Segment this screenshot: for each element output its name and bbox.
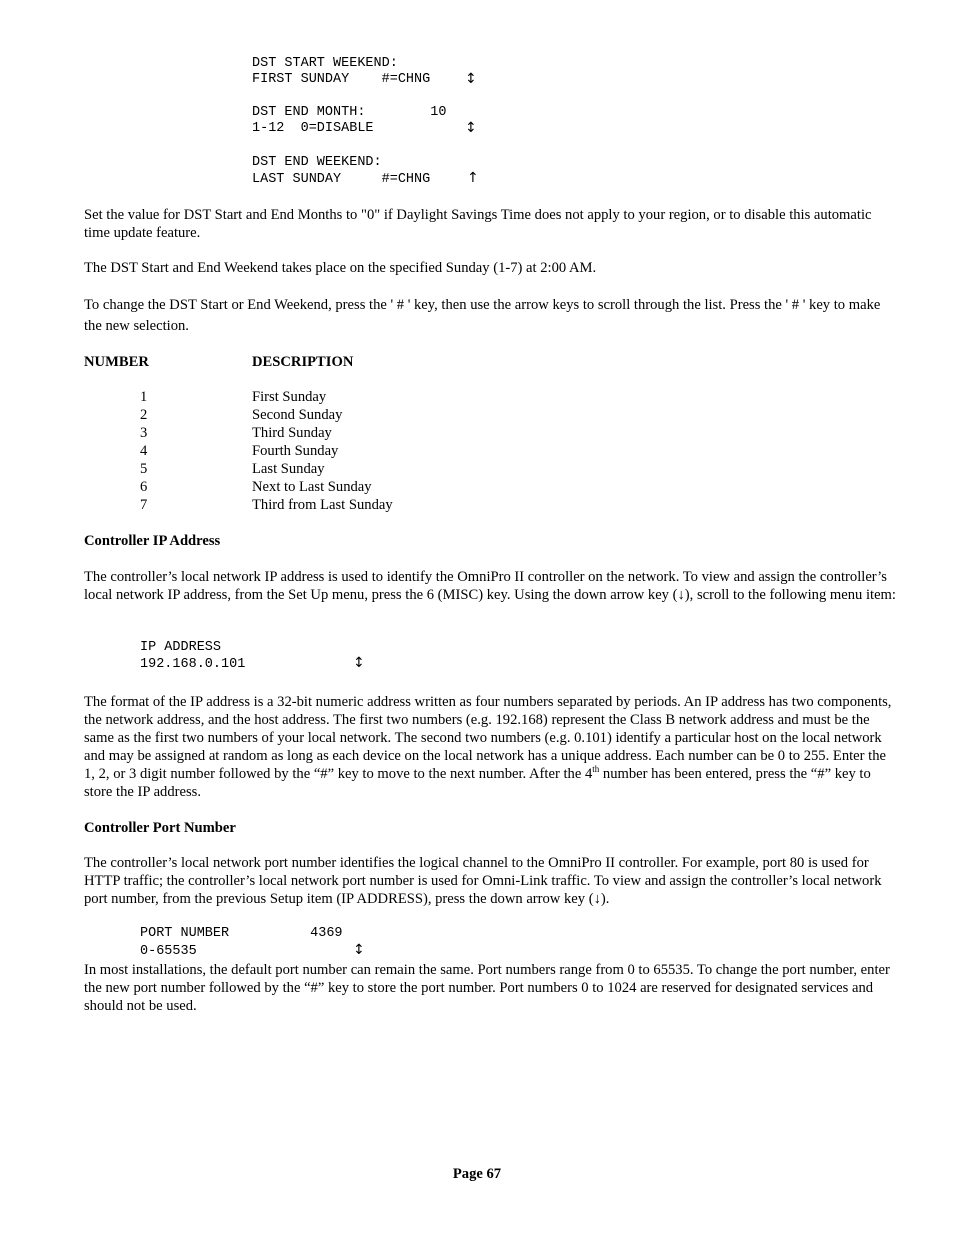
paragraph-port-intro: The controller’s local network port number identifies the logical channel to the OmniPro II controller. For example, port 80 is used for HTTP traffic; the controller’s local network port number is used for Omni-Link traffic. To view and assign the controller’s local network port number, from the previous Setup item (IP ADDRESS), press the down arrow key (↓). — [84, 855, 882, 907]
row-number: 4 — [140, 443, 148, 459]
page-number: Page 67 — [452, 1166, 502, 1182]
lcd-dst-start-line1: DST START WEEKEND: — [252, 56, 398, 71]
lcd-dst-end-month-line1: DST END MONTH: 10 — [252, 105, 447, 120]
row-number: 7 — [140, 497, 148, 513]
paragraph-ip-intro: The controller’s local network IP address is used to identify the OmniPro II controller on the network. To view and assign the controller’s local network IP address, from the Set Up menu, press the 6 (MISC) key. Using the down arrow key (↓), scroll to the following menu item: — [84, 569, 896, 603]
lcd-ip-line1: IP ADDRESS — [140, 640, 222, 655]
paragraph-port-range: In most installations, the default port number can remain the same. Port numbers range from 0 to 65535. To change the port number, enter the new port number followed by the “#” key to store the port number. Port numbers 0 to 1024 are reserved for designated services and should not be used. — [84, 962, 890, 1014]
lcd-ip-line2: 192.168.0.101 — [140, 657, 246, 672]
row-number: 2 — [140, 407, 148, 423]
table-header-description: DESCRIPTION — [252, 354, 354, 370]
lcd-dst-end-weekend-line1: DST END WEEKEND: — [252, 155, 382, 170]
row-description: Second Sunday — [252, 407, 343, 423]
table-header-number: NUMBER — [84, 354, 149, 370]
paragraph-dst-change: To change the DST Start or End Weekend, press the ' # ' key, then use the arrow keys to scroll through the list. Press the ' # ' key to make the new selection. — [84, 297, 881, 334]
up-arrow-icon: ↑ — [467, 170, 479, 186]
row-description: Fourth Sunday — [252, 443, 339, 459]
row-description: Third Sunday — [252, 425, 332, 441]
ip-format-superscript: th — [592, 764, 600, 775]
row-number: 6 — [140, 479, 148, 495]
ip-format-text-end: number has been entered, press the “#” key to store the IP address. — [84, 766, 871, 800]
row-number: 5 — [140, 461, 148, 477]
up-down-arrow-icon: ↕ — [353, 655, 365, 671]
paragraph-dst-weekend: The DST Start and End Weekend takes place on the specified Sunday (1-7) at 2:00 AM. — [84, 260, 597, 276]
lcd-dst-start-line2: FIRST SUNDAY #=CHNG — [252, 72, 431, 87]
heading-ip-address: Controller IP Address — [84, 533, 221, 549]
row-description: Third from Last Sunday — [252, 497, 393, 513]
up-down-arrow-icon: ↕ — [465, 71, 477, 87]
up-down-arrow-icon: ↕ — [353, 942, 365, 958]
row-number: 3 — [140, 425, 148, 441]
row-description: First Sunday — [252, 389, 327, 405]
heading-port-number: Controller Port Number — [84, 820, 236, 836]
row-number: 1 — [140, 389, 148, 405]
paragraph-dst-months: Set the value for DST Start and End Months to "0" if Daylight Savings Time does not apply to your region, or to disable this automatic time update feature. — [84, 207, 872, 241]
row-description: Last Sunday — [252, 461, 325, 477]
lcd-dst-end-month-line2: 1-12 0=DISABLE — [252, 121, 374, 136]
lcd-port-line1: PORT NUMBER 4369 — [140, 926, 343, 941]
paragraph-ip-format — [84, 693, 899, 801]
lcd-dst-end-weekend-line2: LAST SUNDAY #=CHNG — [252, 172, 431, 187]
row-description: Next to Last Sunday — [252, 479, 372, 495]
up-down-arrow-icon: ↕ — [465, 120, 477, 136]
lcd-port-line2: 0-65535 — [140, 944, 197, 959]
ip-format-text: The format of the IP address is a 32-bit numeric address written as four numbers separated by periods. An IP address has two components, the network address, and the host address. The first two numbers (e.g. 192.168) represent the Class B network address and must be the same as the first two numbers of your local network. The second two numbers (e.g. 0.101) identify a particular host on the local network and may be assigned at random as long as each device on the local network has a unique address. Each number can be 0 to 255. Enter the 1, 2, or 3 digit number followed by the “#” key to move to the next number. After the 4 — [84, 694, 892, 782]
